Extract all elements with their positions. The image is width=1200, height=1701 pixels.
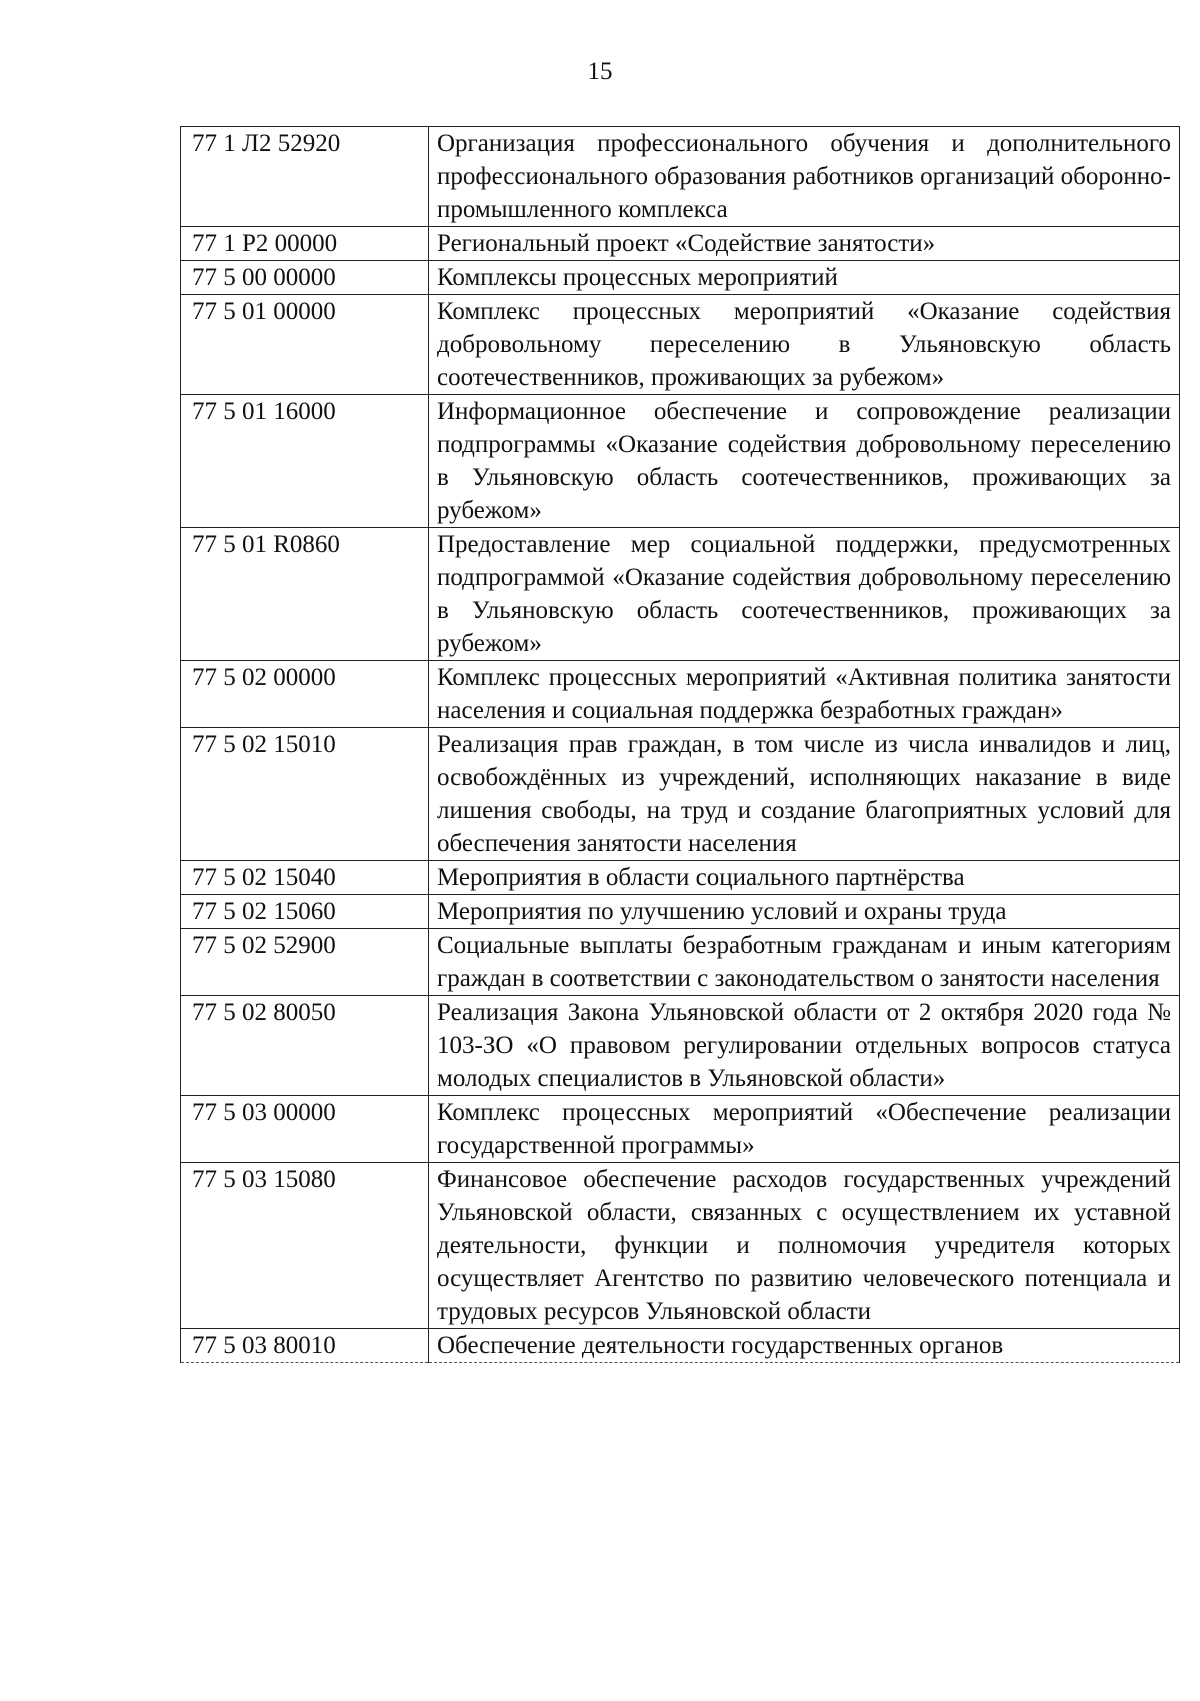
table-row: [181, 996, 1180, 1096]
row-code: 77 5 02 80050: [181, 996, 429, 1096]
row-description: Комплекс процессных мероприятий «Активная политика занятости населения и социальная поддержка безработных граждан»: [429, 661, 1180, 728]
row-code: 77 5 01 00000: [181, 295, 429, 395]
row-code: 77 5 02 00000: [181, 661, 429, 728]
table-row: [181, 261, 1180, 295]
row-code: 77 5 03 15080: [181, 1163, 429, 1329]
table-row: [181, 728, 1180, 861]
table-row: [181, 127, 1180, 227]
row-code: 77 5 02 15060: [181, 895, 429, 929]
row-code: 77 5 03 00000: [181, 1096, 429, 1163]
classification-table: [180, 126, 1180, 1363]
row-description: Региональный проект «Содействие занятости»: [429, 227, 1180, 261]
row-code: 77 5 00 00000: [181, 261, 429, 295]
row-description: Комплекс процессных мероприятий «Оказание содействия добровольному переселению в Ульяновскую область соотечественников, проживающих за рубежом»: [429, 295, 1180, 395]
row-description: Комплекс процессных мероприятий «Обеспечение реализации государственной программы»: [429, 1096, 1180, 1163]
row-description: Информационное обеспечение и сопровождение реализации подпрограммы «Оказание содействия добровольному переселению в Ульяновскую область соотечественников, проживающих за рубежом»: [429, 395, 1180, 528]
row-description: Реализация Закона Ульяновской области от 2 октября 2020 года № 103-ЗО «О правовом регулировании отдельных вопросов статуса молодых специалистов в Ульяновской области»: [429, 996, 1180, 1096]
table-row: [181, 661, 1180, 728]
table-row: [181, 861, 1180, 895]
row-description: Обеспечение деятельности государственных органов: [429, 1329, 1180, 1363]
table-row: [181, 895, 1180, 929]
table-row: [181, 295, 1180, 395]
row-code: 77 5 02 15010: [181, 728, 429, 861]
table-row: [181, 528, 1180, 661]
row-code: 77 5 02 15040: [181, 861, 429, 895]
row-code: 77 5 01 16000: [181, 395, 429, 528]
row-code: 77 1 Р2 00000: [181, 227, 429, 261]
row-description: Мероприятия в области социального партнёрства: [429, 861, 1180, 895]
row-code: 77 5 03 80010: [181, 1329, 429, 1363]
row-description: Предоставление мер социальной поддержки, предусмотренных подпрограммой «Оказание содействия добровольному переселению в Ульяновскую область соотечественников, проживающих за рубежом»: [429, 528, 1180, 661]
page-number: 15: [587, 58, 613, 85]
row-description: Реализация прав граждан, в том числе из числа инвалидов и лиц, освобождённых из учреждений, исполняющих наказание в виде лишения свободы, на труд и создание благоприятных условий для обеспечения занятости населения: [429, 728, 1180, 861]
table-row: [181, 1163, 1180, 1329]
row-description: Мероприятия по улучшению условий и охраны труда: [429, 895, 1180, 929]
row-code: 77 1 Л2 52920: [181, 127, 429, 227]
row-code: 77 5 02 52900: [181, 929, 429, 996]
row-description: Комплексы процессных мероприятий: [429, 261, 1180, 295]
row-code: 77 5 01 R0860: [181, 528, 429, 661]
table-row: [181, 1096, 1180, 1163]
row-description: Социальные выплаты безработным гражданам и иным категориям граждан в соответствии с законодательством о занятости населения: [429, 929, 1180, 996]
table-row: [181, 227, 1180, 261]
table-row: [181, 395, 1180, 528]
row-description: Финансовое обеспечение расходов государственных учреждений Ульяновской области, связанных с осуществлением их уставной деятельности, функции и полномочия учредителя которых осуществляет Агентство по развитию человеческого потенциала и трудовых ресурсов Ульяновской области: [429, 1163, 1180, 1329]
table-row: [181, 1329, 1180, 1363]
row-description: Организация профессионального обучения и дополнительного профессионального образования работников организаций оборонно-промышленного комплекса: [429, 127, 1180, 227]
table-row: [181, 929, 1180, 996]
